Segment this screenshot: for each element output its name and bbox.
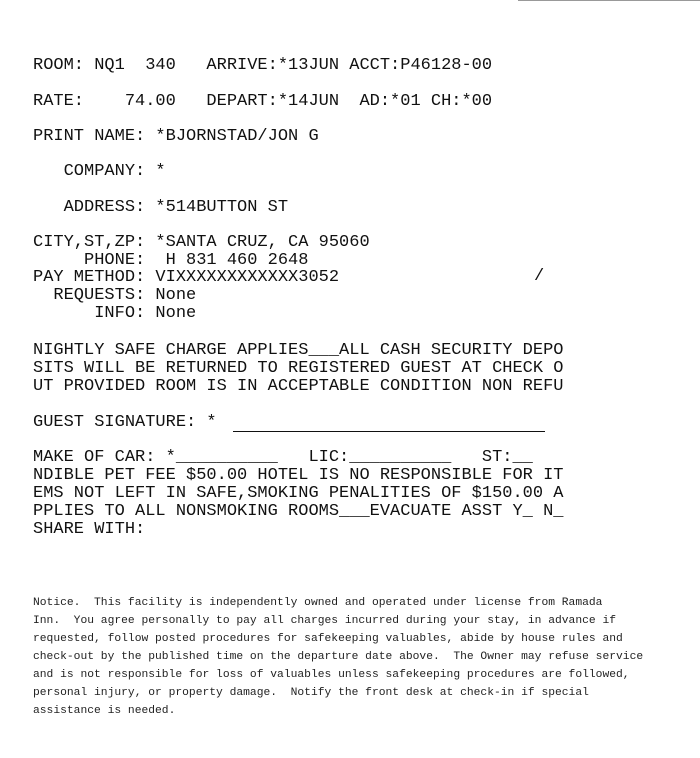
notice-line: Notice. This facility is independently owned and operated under license from Ramada [33,597,603,609]
notice-line: requested, follow posted procedures for safekeeping valuables, abide by house rules and [33,633,623,645]
top-edge-line [518,0,700,1]
make-of-car-line: MAKE OF CAR: *__________ LIC:__________ ST:__ [33,448,533,467]
pay-method-slash: / [534,267,545,286]
notice-line: personal injury, or property damage. Notify the front desk at check-in if special [33,687,589,699]
city-state-zip-line: CITY,ST,ZP: *SANTA CRUZ, CA 95060 [33,233,370,252]
company-line: COMPANY: * [33,162,166,181]
guest-signature-label: GUEST SIGNATURE: * [33,413,217,432]
print-name-line: PRINT NAME: *BJORNSTAD/JON G [33,127,319,146]
notice-line: assistance is needed. [33,705,176,717]
policy-line: SITS WILL BE RETURNED TO REGISTERED GUEST AT CHECK O [33,359,564,378]
pay-method-line: PAY METHOD: VIXXXXXXXXXXXX3052 [33,268,340,287]
rate-depart-line: RATE: 74.00 DEPART:*14JUN AD:*01 CH:*00 [33,92,493,111]
address-line: ADDRESS: *514BUTTON ST [33,198,289,217]
share-with-line: SHARE WITH: [33,520,146,539]
notice-line: check-out by the published time on the departure date above. The Owner may refuse service [33,651,644,663]
room-arrive-acct-line: ROOM: NQ1 340 ARRIVE:*13JUN ACCT:P46128-00 [33,56,493,75]
guest-signature-field[interactable] [233,431,545,432]
nonsmoking-evacuate-line: PPLIES TO ALL NONSMOKING ROOMS___EVACUATE ASST Y_ N_ [33,502,564,521]
phone-line: PHONE: H 831 460 2648 [33,251,309,270]
pet-fee-line: NDIBLE PET FEE $50.00 HOTEL IS NO RESPONSIBLE FOR IT [33,466,564,485]
policy-line: NIGHTLY SAFE CHARGE APPLIES___ALL CASH SECURITY DEPO [33,341,564,360]
notice-line: and is not responsible for loss of valuables unless safekeeping procedures are followed, [33,669,630,681]
notice-line: Inn. You agree personally to pay all charges incurred during your stay, in advance if [33,615,617,627]
items-safe-line: EMS NOT LEFT IN SAFE,SMOKING PENALITIES OF $150.00 A [33,484,564,503]
requests-line: REQUESTS: None [33,286,197,305]
info-line: INFO: None [33,304,197,323]
policy-line: UT PROVIDED ROOM IS IN ACCEPTABLE CONDITION NON REFU [33,377,564,396]
